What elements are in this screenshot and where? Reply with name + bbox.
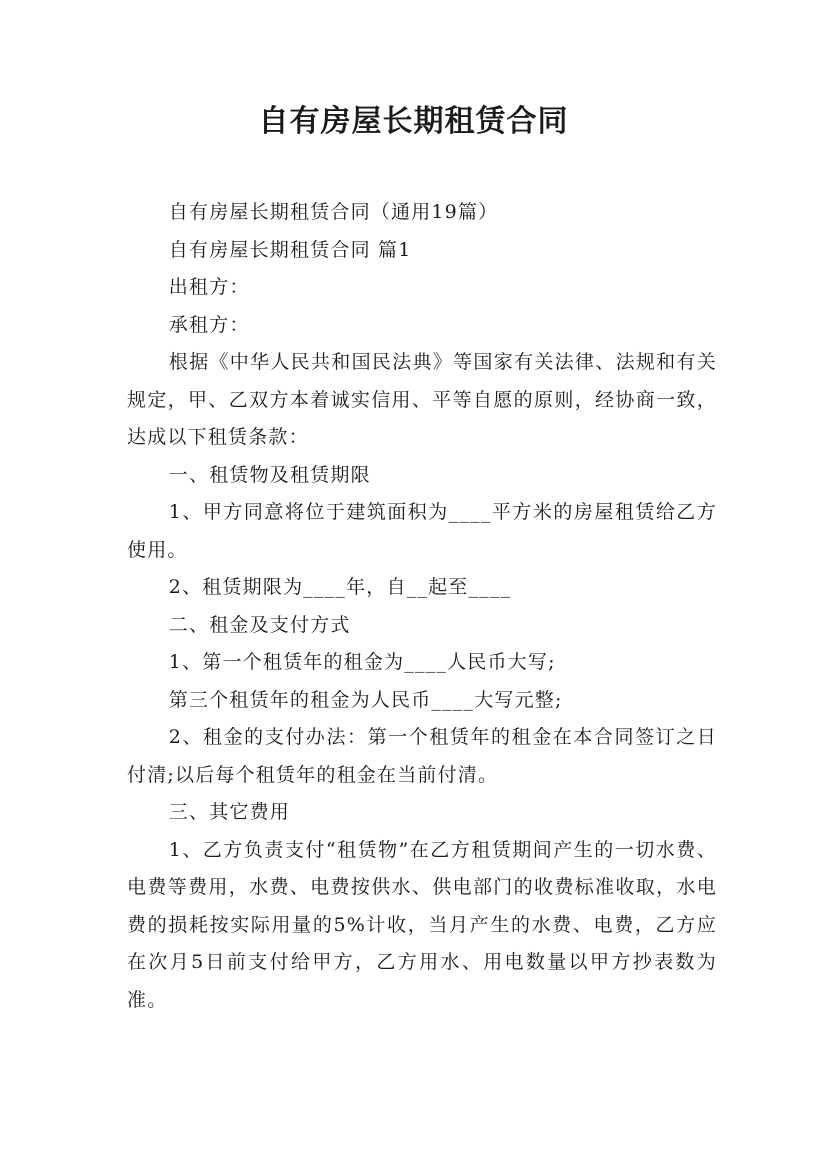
paragraph-clause-2-2: 2、租金的支付办法：第一个租赁年的租金在本合同签订之日付清;以后每个租赁年的租金在当前付清。	[127, 726, 717, 786]
paragraph-clause-3-1: 1、乙方负责支付“租赁物”在乙方租赁期间产生的一切水费、电费等费用，水费、电费按供水、供电部门的收费标准收取，水电费的损耗按实际用量的5%计收，当月产生的水费、电费，乙方应在次月5日前支付给甲方，乙方用水、用电数量以甲方抄表数为准。	[127, 838, 717, 1011]
paragraph-lessee: 承租方：	[168, 313, 250, 336]
paragraph-clause-1-1: 1、甲方同意将位于建筑面积为____平方米的房屋租赁给乙方使用。	[127, 501, 717, 561]
paragraph-section-heading: 自有房屋长期租赁合同 篇1	[168, 238, 412, 261]
document-body	[127, 194, 717, 1019]
paragraph-clause-2-1b: 第三个租赁年的租金为人民币____大写元整;	[168, 688, 563, 711]
paragraph-heading-2: 二、租金及支付方式	[168, 613, 351, 636]
document-title: 自有房屋长期租赁合同	[258, 104, 569, 139]
paragraph-preamble: 根据《中华人民共和国民法典》等国家有关法律、法规和有关规定，甲、乙双方本着诚实信用、平等自愿的原则，经协商一致，达成以下租赁条款：	[127, 351, 717, 448]
paragraph-clause-1-2: 2、租赁期限为____年，自__起至____	[168, 576, 512, 598]
paragraph-clause-2-1: 1、第一个租赁年的租金为____人民币大写;	[168, 651, 556, 673]
paragraph-heading-1: 一、租赁物及租赁期限	[168, 463, 371, 486]
paragraph-heading-3: 三、其它费用	[168, 801, 290, 823]
paragraph-lessor: 出租方：	[168, 276, 250, 298]
paragraph-subtitle: 自有房屋长期租赁合同（通用19篇）	[168, 201, 499, 223]
